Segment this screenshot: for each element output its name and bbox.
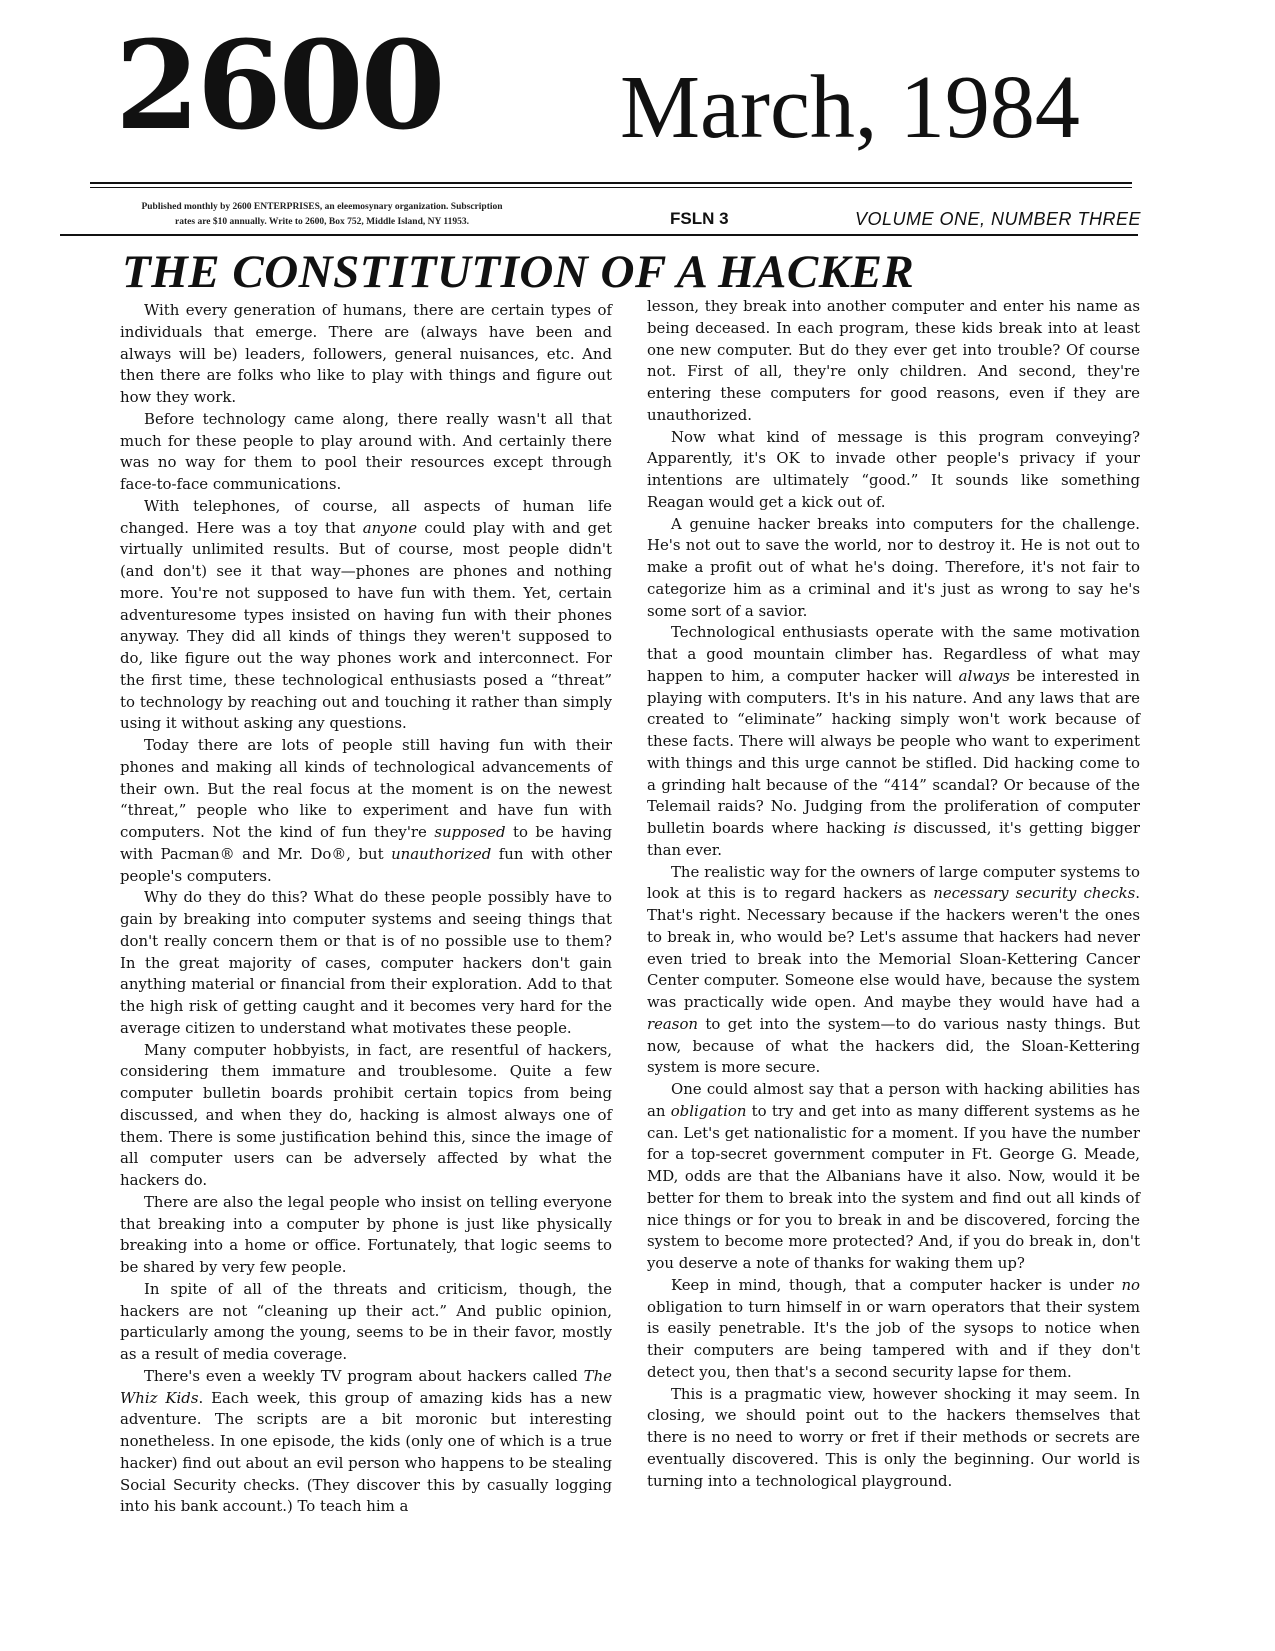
article-column-right	[647, 296, 1140, 1492]
publication-info	[62, 200, 582, 230]
article-paragraph	[120, 409, 612, 496]
paragraph-text: to try and get into as many different systems as he can. Let's get nationalistic for a moment. If you have the number for a top-secret government computer in Ft. George G. Meade, MD, odds are that the Albanians have it also. Now, would it be better for them to break into the system and find out all kinds of nice things or for you to break in and be discovered, forcing the system to become more protected? And, if you do break in, don't you deserve a note of thanks for waking them up?	[647, 1101, 1140, 1272]
paragraph-text: be interested in playing with computers. It's in his nature. And any laws that are created to “eliminate” hacking simply won't work because of these facts. There will always be people who want to experiment with things and this urge cannot be stifled. Did hacking come to a grinding halt because of the “414” scandal? Or because of the Telemail raids? No. Judging from the proliferation of computer bulletin boards where hacking	[647, 666, 1140, 837]
article-column-left	[120, 300, 612, 1518]
paragraph-text: There are also the legal people who insist on telling everyone that breaking into a computer by phone is just like physically breaking into a home or office. Fortunately, that logic seems to be shared by very few people.	[120, 1192, 612, 1276]
paragraph-text: Technological enthusiasts operate with the same motivation that a good mountain climber has. Regardless of what may happen to him, a computer hacker will	[647, 623, 1140, 685]
volume-number: VOLUME ONE, NUMBER THREE	[855, 209, 1142, 229]
paragraph-text: Why do they do this? What do these people possibly have to gain by breaking into computer systems and seeing things that don't really concern them or that is of no possible use to them? In the great majority of cases, computer hackers don't gain anything material or financial from their exploration. Add to that the high risk of getting caught and it becomes very hard for the average citizen to understand what motivates these people.	[120, 888, 612, 1037]
header-rule-top-double	[90, 187, 1132, 188]
article-paragraph	[647, 296, 1140, 427]
article-paragraph	[647, 1079, 1140, 1275]
paragraph-text: discussed, it's getting bigger than ever.	[647, 819, 1140, 859]
paragraph-text: A genuine hacker breaks into computers for the challenge. He's not out to save the world, nor to destroy it. He is not out to make a profit out of what he's doing. Therefore, it's not fair to categorize him as a criminal and it's just as wrong to say he's some sort of a savior.	[647, 514, 1140, 620]
article-paragraph	[120, 887, 612, 1039]
article-paragraph	[120, 1279, 612, 1366]
emphasis-text: is	[893, 819, 906, 837]
paragraph-text: obligation to turn himself in or warn operators that their system is easily penetrable. It's the job of the sysops to notice when their computers are being tampered with and if they don't detect you, then that's a second security lapse for them.	[647, 1297, 1140, 1381]
article-paragraph	[120, 735, 612, 887]
emphasis-text: no	[1121, 1275, 1140, 1294]
publication-info-line-2: rates are $10 annually. Write to 2600, Box 752, Middle Island, NY 11953.	[175, 217, 469, 227]
paragraph-text: The realistic way for the owners of large computer systems to look at this is to regard hackers as	[647, 862, 1140, 903]
article-paragraph	[647, 427, 1140, 514]
paragraph-text: With every generation of humans, there are certain types of individuals that emerge. There are (always have been and always will be) leaders, followers, general nuisances, etc. And then there are folks who like to play with things and figure out how they work.	[120, 301, 612, 406]
article-paragraph	[120, 1366, 612, 1518]
paragraph-text: . Each week, this group of amazing kids has a new adventure. The scripts are a bit moronic but interesting nonetheless. In one episode, the kids (only one of which is a true hacker) find out about an evil person who happens to be stealing Social Security checks. (They discover this by casually logging into his bank account.) To teach him a	[120, 1388, 613, 1516]
paragraph-text: In spite of all of the threats and criticism, though, the hackers are not “cleaning up their act.” And public opinion, particularly among the young, seems to be in their favor, mostly as a result of media coverage.	[120, 1279, 612, 1363]
paragraph-text: Now what kind of message is this program conveying? Apparently, it's OK to invade other people's privacy if your intentions are ultimately “good.” It sounds like something Reagan would get a kick out of.	[647, 427, 1140, 511]
article-paragraph	[647, 1384, 1140, 1493]
paragraph-text: Today there are lots of people still having fun with their phones and making all kinds of technological advancements of their own. But the real focus at the moment is on the newest “threat,” people who like to experiment and have fun with computers. Not the kind of fun they're	[120, 736, 612, 841]
paragraph-text: could play with and get virtually unlimited results. But of course, most people didn't (and don't) see it that way—phones are phones and nothing more. You're not supposed to have fun with them. Yet, certain adventuresome types insisted on having fun with their phones anyway. They did all kinds of things they weren't supposed to do, like figure out the way phones work and interconnect. For the first time, these technological enthusiasts posed a “threat” to technology by reaching out and touching it rather than simply using it without asking any questions.	[120, 518, 612, 733]
emphasis-text: necessary security checks	[933, 884, 1136, 903]
article-paragraph	[120, 496, 612, 735]
emphasis-text: reason	[647, 1014, 699, 1033]
fsln-label: FSLN 3	[670, 209, 729, 228]
article-paragraph	[120, 1040, 612, 1192]
paragraph-text: . That's right. Necessary because if the hackers weren't the ones to break in, who would be? Let's assume that hackers had never even tried to break into the Memorial Sloan-Kettering Cancer Center computer. Someone else would have, because the system was practically wide open. And maybe they would have had a	[647, 884, 1140, 1011]
emphasis-text: The Whiz Kids	[120, 1366, 612, 1407]
publication-info-line-1: Published monthly by 2600 ENTERPRISES, an eleemosynary organization. Subscription	[141, 202, 503, 212]
emphasis-text: obligation	[670, 1101, 747, 1120]
emphasis-text: always	[958, 666, 1010, 685]
header-rule-bottom	[60, 234, 1138, 236]
paragraph-text: One could almost say that a person with hacking abilities has an	[647, 1080, 1140, 1120]
emphasis-text: anyone	[362, 518, 418, 537]
paragraph-text: Keep in mind, though, that a computer hacker is under	[671, 1275, 1122, 1294]
article-paragraph	[647, 862, 1140, 1080]
header-rule-top	[90, 182, 1132, 184]
emphasis-text: unauthorized	[391, 844, 492, 863]
paragraph-text: fun with other people's computers.	[120, 844, 612, 885]
paragraph-text: to get into the system—to do various nasty things. But now, because of what the hackers did, the Sloan-Kettering system is more secure.	[647, 1014, 1140, 1077]
issue-date: March, 1984	[620, 58, 1080, 157]
article-title: THE CONSTITUTION OF A HACKER	[122, 246, 915, 298]
masthead	[105, 10, 1185, 170]
paragraph-text: to be having with Pacman® and Mr. Do®, but	[120, 823, 612, 863]
emphasis-text: supposed	[434, 823, 506, 841]
article-paragraph	[120, 300, 612, 409]
paragraph-text: lesson, they break into another computer and enter his name as being deceased. In each program, these kids break into at least one new computer. But do they ever get into trouble? Of course not. First of all, they're only children. And second, they're entering these computers for good reasons, even if they are unauthorized.	[647, 297, 1140, 424]
paragraph-text: With telephones, of course, all aspects of human life changed. Here was a toy that	[120, 496, 612, 537]
newsletter-name: 2600	[115, 13, 443, 157]
paragraph-text: Before technology came along, there really wasn't all that much for these people to play around with. And certainly there was no way for them to pool their resources except through face-to-face communications.	[120, 409, 612, 493]
article-paragraph	[647, 1275, 1140, 1384]
article-paragraph	[647, 514, 1140, 623]
paragraph-text: There's even a weekly TV program about hackers called	[144, 1366, 584, 1385]
paragraph-text: This is a pragmatic view, however shocking it may seem. In closing, we should point out to the hackers themselves that there is no need to worry or fret if their methods or secrets are eventually discovered. This is only the beginning. Our world is turning into a technological playground.	[647, 1384, 1140, 1490]
article-paragraph	[647, 622, 1140, 861]
article-paragraph	[120, 1192, 612, 1279]
paragraph-text: Many computer hobbyists, in fact, are resentful of hackers, considering them immature and troublesome. Quite a few computer bulletin boards prohibit certain topics from being discussed, and when they do, hacking is almost always one of them. There is some justification behind this, since the image of all computer users can be adversely affected by what the hackers do.	[120, 1040, 612, 1189]
